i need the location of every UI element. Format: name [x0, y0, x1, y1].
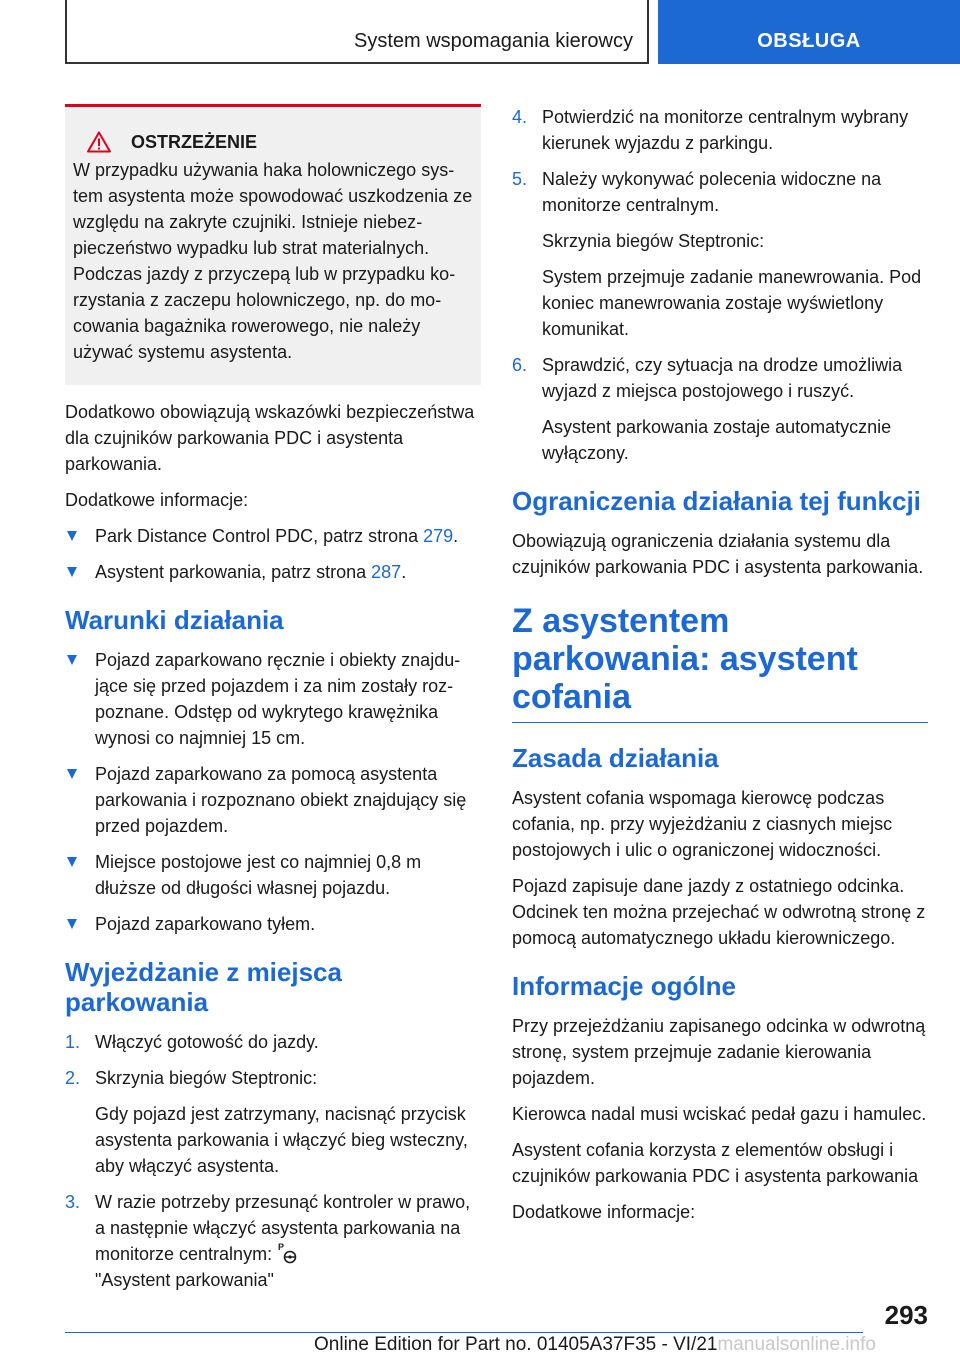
warning-box: [65, 104, 481, 385]
info-text-4: Dodatkowe informacje:: [512, 1202, 696, 1222]
left-column: [65, 104, 481, 1303]
info-text-3: Asystent cofania korzysta z elementów obsługi i czujników parkowania PDC i asystenta parkowania: [512, 1140, 919, 1186]
list-item: Pojazd zaparkowano ręcznie i obiekty znajdujące się przed pojazdem i za nim zostały rozpoznane. Odstęp od wykrytego krawężnika wynosi co najmniej 15 cm.: [65, 647, 481, 751]
list-item: Pojazd zaparkowano tyłem.: [65, 911, 481, 937]
header-title: System wspomagania kierowcy: [354, 30, 633, 52]
list-item: Pojazd zaparkowano za pomocą asystenta parkowania i rozpoznano obiekt znajdujący się przed pojazdem.: [65, 761, 481, 839]
reference-list: [65, 523, 481, 585]
info-text-1: Przy przejeżdżaniu zapisanego odcinka w odwrotną stronę, system przejmuje zadanie kierowania pojazdem.: [512, 1016, 926, 1088]
bullet-triangle-icon: [67, 919, 77, 929]
page-number: 293: [884, 1300, 928, 1330]
heading-ograniczenia: Ograniczenia działania tej funkcji: [512, 486, 921, 516]
bullet-triangle-icon: [67, 769, 77, 779]
list-item: 5. Należy wykonywać polecenia widoczne na monitorze centralnym. Skrzynia biegów Steptronic: System przejmuje zadanie manewrowania. Pod koniec manewrowania zostaje wyświetlony komunikat.: [512, 169, 922, 339]
bullet-triangle-icon: [67, 655, 77, 665]
warning-body: W przypadku używania haka holowniczego system asystenta może spowodować uszkodzenia ze względu na zakryte czujniki. Istnieje niebezpieczeństwo wypadku lub strat materialnych. Podczas jazdy z przyczepą lub w przypadku korzystania z zaczepu holowniczego, np. do mocowania bagażnika rowerowego, nie należy używać systemu asystenta.: [73, 160, 473, 362]
header-chapter-tab: [658, 0, 960, 64]
page-link[interactable]: 287: [371, 562, 402, 582]
warning-triangle-icon: [87, 131, 111, 153]
footer-edition: Online Edition for Part no. 01405A37F35 - VI/21: [314, 1334, 718, 1355]
info-text-2: Kierowca nadal musi wciskać pedał gazu i hamulec.: [512, 1104, 927, 1124]
bullet-triangle-icon: [67, 567, 77, 577]
right-column: [512, 104, 928, 1235]
footer-rule: [65, 1332, 863, 1333]
steps-list-right: [512, 104, 928, 466]
header-badge: OBSŁUGA: [757, 30, 861, 52]
conditions-list: [65, 647, 481, 937]
heading-warunki: Warunki działania: [65, 605, 284, 635]
heading-informacje: Informacje ogólne: [512, 971, 736, 1001]
warning-title: OSTRZEŻENIE: [131, 131, 258, 152]
list-item: 4. Potwierdzić na monitorze centralnym wybrany kierunek wyjazdu z parkingu.: [512, 107, 909, 153]
heading-zasada: Zasada działania: [512, 743, 719, 773]
limitations-text: Obowiązują ograniczenia działania systemu dla czujników parkowania PDC i asystenta parkowania.: [512, 531, 924, 577]
more-info-label: Dodatkowe informacje:: [65, 490, 249, 510]
list-item: 6. Sprawdzić, czy sytuacja na drodze umożliwia wyjazd z miejsca postojowego i ruszyć. Asystent parkowania zostaje automatycznie wyłączony.: [512, 355, 903, 463]
footer-watermark: manualsonline.info: [717, 1334, 876, 1355]
list-item: Asystent parkowania, patrz strona 287.: [65, 559, 481, 585]
safety-note: Dodatkowo obowiązują wskazówki bezpieczeństwa dla czujników parkowania PDC i asystenta parkowania.: [65, 402, 475, 474]
heading-wyjezdzanie: Wyjeżdżanie z miejsca parkowania: [65, 957, 342, 1017]
list-item: 1. Włączyć gotowość do jazdy.: [65, 1032, 319, 1052]
list-item: Park Distance Control PDC, patrz strona 279.: [65, 523, 481, 549]
principle-text-1: Asystent cofania wspomaga kierowcę podczas cofania, np. przy wyjeżdżaniu z ciasnych miejsc postojowych i ulic o ograniczonej widoczności.: [512, 788, 893, 860]
list-item: 3. W razie potrzeby przesunąć kontroler w prawo, a następnie włączyć asystenta parkowania na monitorze centralnym: P "Asystent parkowania": [65, 1192, 471, 1290]
svg-text:P: P: [278, 1242, 285, 1252]
parking-assistant-icon: [278, 1242, 298, 1264]
page-link[interactable]: 279: [423, 526, 454, 546]
header-section-box: [65, 0, 649, 64]
list-item: Miejsce postojowe jest co najmniej 0,8 m dłuższe od długości własnej pojazdu.: [65, 849, 481, 901]
heading-main: Z asystentem parkowania: asystent cofania: [512, 602, 928, 723]
steps-list-left: [65, 1029, 481, 1293]
footer-edition-line: [314, 1334, 876, 1356]
list-item: 2. Skrzynia biegów Steptronic: Gdy pojazd jest zatrzymany, nacisnąć przycisk asystenta parkowania i włączyć bieg wsteczny, aby włączyć asystenta.: [65, 1068, 468, 1176]
bullet-triangle-icon: [67, 857, 77, 867]
principle-text-2: Pojazd zapisuje dane jazdy z ostatniego odcinka. Odcinek ten można przejechać w odwrotną stronę z pomocą automatycznego układu kierowniczego.: [512, 876, 926, 948]
warning-header: [73, 131, 473, 153]
bullet-triangle-icon: [67, 531, 77, 541]
